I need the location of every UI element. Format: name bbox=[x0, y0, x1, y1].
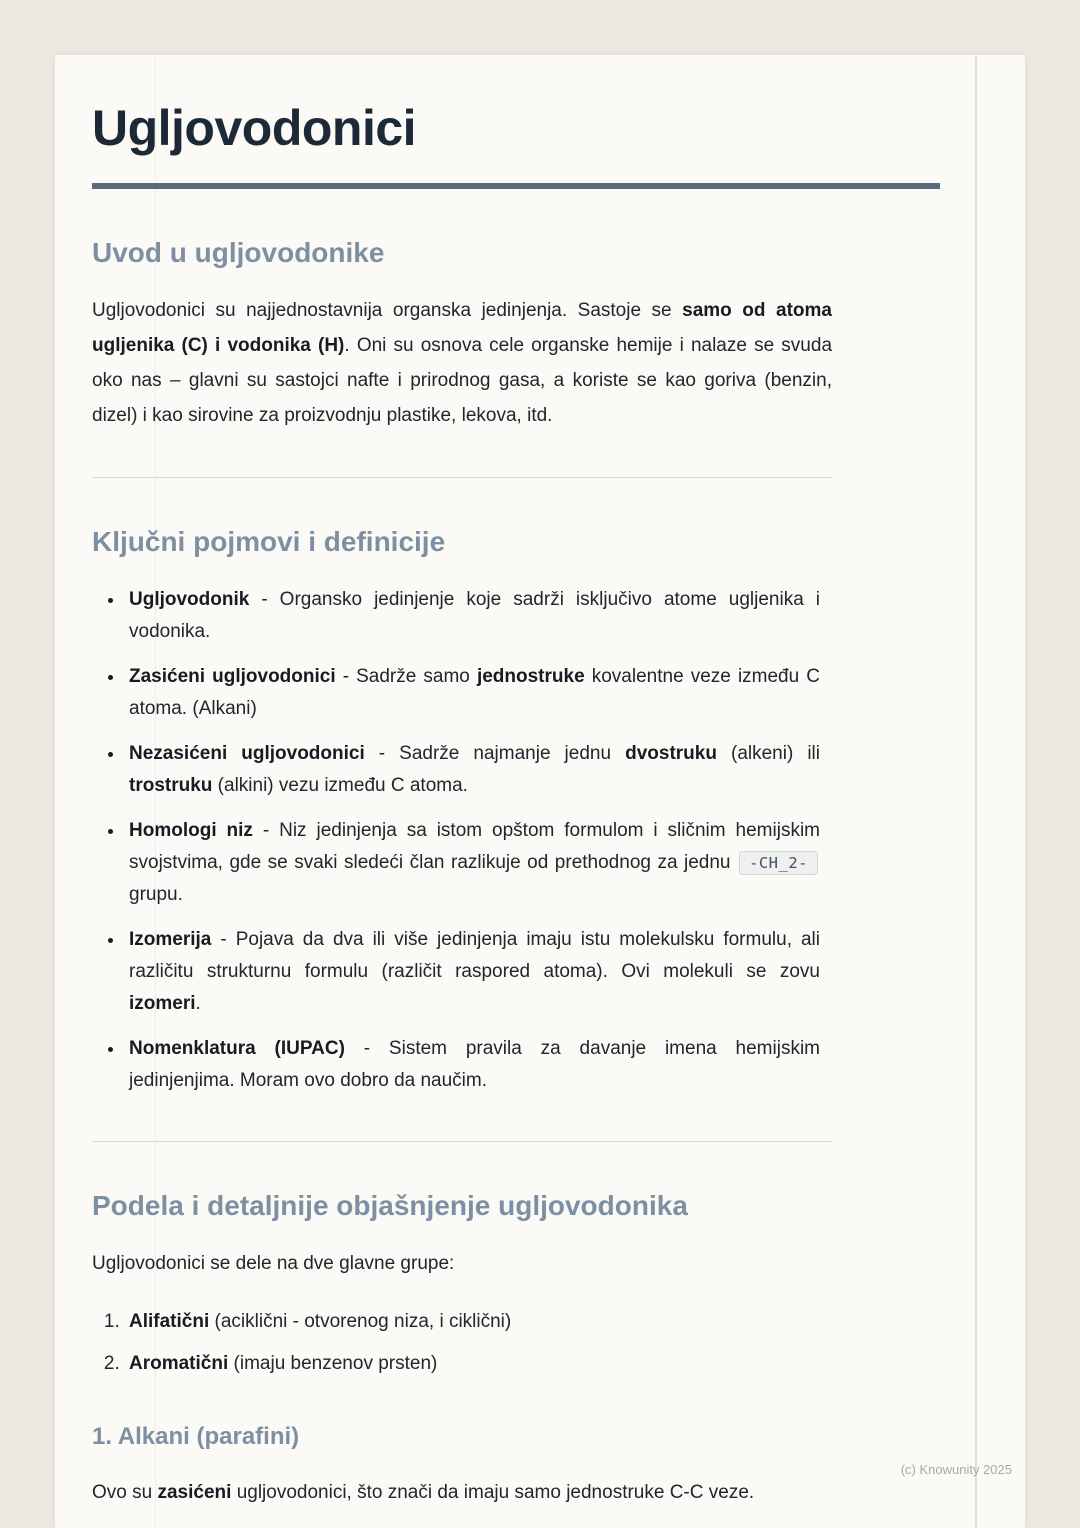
document-page bbox=[55, 55, 1025, 1528]
text-run: Ugljovodonici su najjednostavnija organska jedinjenja. Sastoje se bbox=[92, 300, 683, 321]
section-heading-pojmovi: Ključni pojmovi i definicije bbox=[92, 526, 446, 557]
text-run: ugljovodonici, što znači da imaju samo jednostruke C-C veze. bbox=[231, 1482, 755, 1503]
bold-run: Alifatični bbox=[129, 1311, 210, 1332]
text-run: - Sadrže samo bbox=[335, 666, 477, 687]
text-run: - Organsko jedinjenje koje sadrži isključivo atome ugljenika i vodonika. bbox=[129, 589, 820, 642]
document-title: Ugljovodonici bbox=[92, 100, 417, 156]
bold-run: Nezasićeni ugljovodonici bbox=[129, 743, 365, 764]
bold-run: Homologi niz bbox=[129, 820, 253, 841]
inline-code: -CH_2- bbox=[739, 851, 818, 875]
bold-run: dvostruku bbox=[625, 743, 717, 764]
text-run: - Niz jedinjenja sa istom opštom formulom i sličnim hemijskim svojstvima, gde se svaki sledeći član razlikuje od prethodnog za jednu bbox=[129, 820, 820, 873]
text-run: (aciklični - otvorenog niza, i ciklični) bbox=[209, 1311, 512, 1332]
podela-lead: Ugljovodonici se dele na dve glavne grupe: bbox=[92, 1253, 455, 1274]
list-item bbox=[125, 584, 820, 648]
section-divider-2 bbox=[92, 1141, 832, 1142]
document-content bbox=[55, 55, 1025, 1510]
text-run: kovalentne veze između C atoma. (Alkani) bbox=[129, 666, 820, 719]
bold-run: zasićeni bbox=[157, 1482, 232, 1503]
text-run: - Sistem pravila za davanje imena hemijskim jedinjenjima. Moram ovo dobro da naučim. bbox=[129, 1038, 820, 1091]
section-divider bbox=[92, 477, 832, 478]
section-pojmovi bbox=[92, 526, 940, 1097]
bold-run: Izomerija bbox=[129, 929, 212, 950]
bold-run: Nomenklatura (IUPAC) bbox=[129, 1038, 345, 1059]
text-run: - Sadrže najmanje jednu bbox=[364, 743, 626, 764]
list-item bbox=[125, 1307, 820, 1337]
text-run: (imaju benzenov prsten) bbox=[228, 1353, 438, 1374]
text-run: (alkeni) ili bbox=[716, 743, 820, 764]
section-heading-podela: Podela i detaljnije objašnjenje ugljovodonika bbox=[92, 1190, 688, 1221]
definitions-list bbox=[92, 584, 820, 1097]
bold-run: samo od atoma ugljenika (C) i vodonika (H) bbox=[92, 300, 832, 356]
text-run: . Oni su osnova cele organske hemije i nalaze se svuda oko nas – glavni su sastojci nafte i prirodnog gasa, a koriste se kao goriva (benzin, dizel) i kao sirovine za proizvodnju plastike, lekova, itd. bbox=[92, 335, 833, 426]
intro-paragraph bbox=[92, 293, 832, 433]
bold-run: Aromatični bbox=[129, 1353, 229, 1374]
section-heading-uvod: Uvod u ugljovodonike bbox=[92, 237, 385, 268]
text-run: - Pojava da dva ili više jedinjenja imaju istu molekulsku formulu, ali različitu strukturnu formulu (različit raspored atoma). Ovi molekuli se zovu bbox=[129, 929, 820, 982]
bold-run: izomeri bbox=[129, 993, 196, 1014]
text-run: grupu. bbox=[129, 884, 183, 905]
text-run: (alkini) vezu između C atoma. bbox=[212, 775, 468, 796]
bold-run: trostruku bbox=[129, 775, 213, 796]
list-item bbox=[125, 661, 820, 725]
section-uvod bbox=[92, 237, 940, 433]
text-run: . bbox=[195, 993, 201, 1014]
list-item bbox=[125, 1033, 820, 1097]
subheading-alkani: 1. Alkani (parafini) bbox=[92, 1423, 300, 1450]
title-rule bbox=[92, 183, 940, 189]
bold-run: Ugljovodonik bbox=[129, 589, 250, 610]
bold-run: Zasićeni ugljovodonici bbox=[129, 666, 336, 687]
list-item bbox=[125, 815, 820, 911]
watermark: (c) Knowunity 2025 bbox=[900, 1462, 1012, 1477]
bold-run: jednostruke bbox=[476, 666, 585, 687]
alkani-paragraph bbox=[92, 1475, 832, 1510]
list-item bbox=[125, 1349, 820, 1379]
list-item bbox=[125, 738, 820, 802]
groups-list bbox=[92, 1307, 820, 1379]
list-item bbox=[125, 924, 820, 1020]
section-podela bbox=[92, 1190, 940, 1510]
text-run: Ovo su bbox=[92, 1482, 158, 1503]
